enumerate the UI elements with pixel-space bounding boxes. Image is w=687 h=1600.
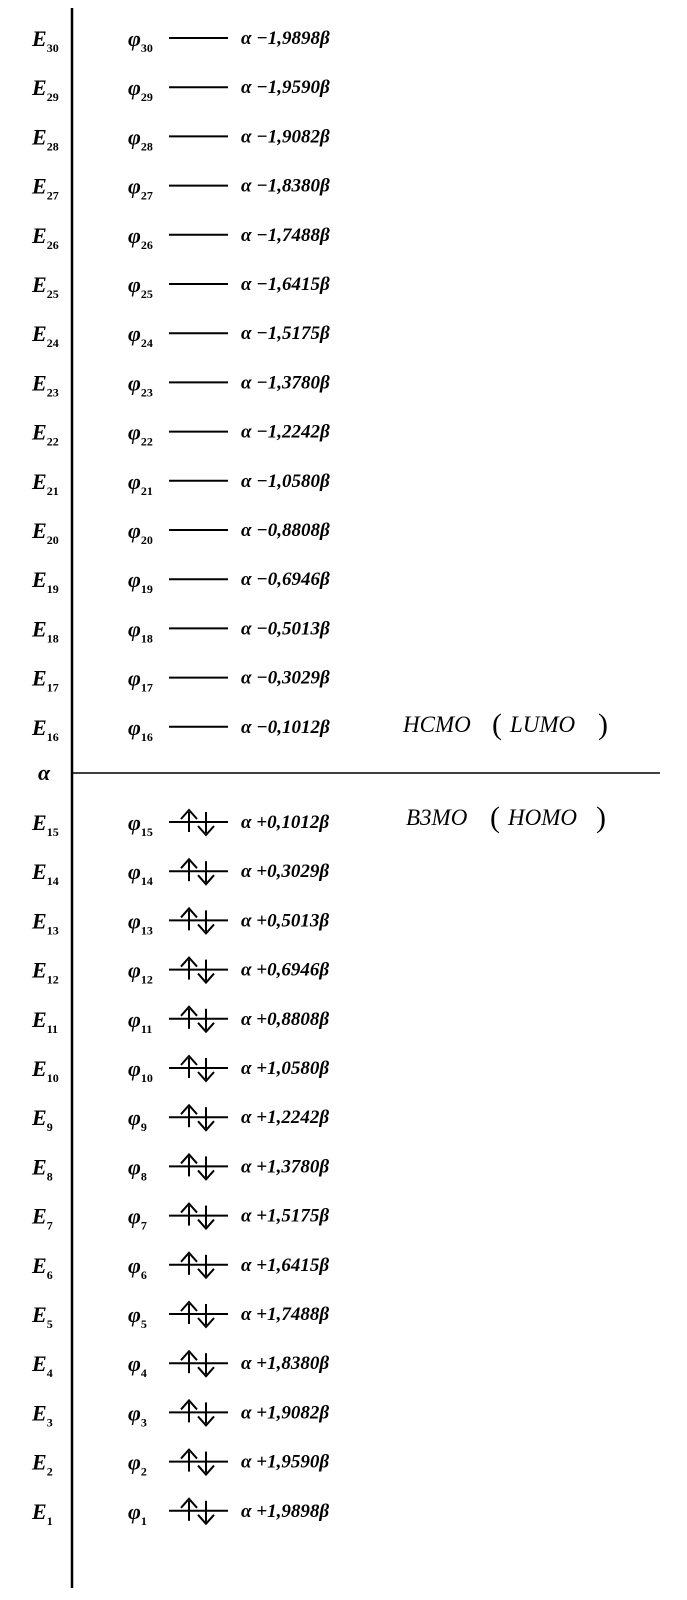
energy-label-symbol: E: [32, 1203, 47, 1229]
orbital-label: [128, 1056, 153, 1085]
orbital-energy: α +0,6946β: [241, 959, 330, 981]
energy-label-symbol: E: [32, 1498, 47, 1524]
orbital-label-symbol: φ: [128, 26, 141, 51]
energy-label-symbol: E: [32, 1105, 47, 1131]
orbital-energy: α −1,9082β: [241, 126, 330, 148]
orbital-label-subscript: 3: [140, 1415, 147, 1430]
orbital-label-subscript: 6: [140, 1267, 147, 1282]
energy-label-subscript: 25: [46, 287, 59, 301]
orbital-label: [128, 1400, 147, 1429]
orbital-energy: α −0,1012β: [241, 716, 330, 738]
orbital-label-subscript: 13: [140, 923, 153, 938]
energy-label-symbol: E: [32, 1400, 47, 1426]
energy-label: [31, 420, 59, 449]
spin-down-arrow-icon: [198, 960, 214, 983]
orbital-energy: α +1,8380β: [241, 1353, 330, 1375]
orbital-label: [128, 26, 153, 55]
energy-label-symbol: E: [32, 26, 47, 51]
energy-label: [31, 469, 59, 498]
alpha-label: α: [38, 760, 51, 785]
energy-label-symbol: E: [32, 714, 47, 740]
energy-label-subscript: 11: [46, 1021, 59, 1036]
energy-label-subscript: 17: [46, 680, 59, 695]
energy-label-subscript: 19: [46, 582, 59, 597]
orbital-label: [128, 810, 153, 839]
energy-label-subscript: 18: [46, 631, 59, 646]
orbital-label-symbol: φ: [128, 908, 141, 934]
energy-level-row: [31, 1351, 329, 1380]
energy-label: [31, 1499, 53, 1528]
orbital-label-subscript: 16: [140, 729, 153, 744]
energy-label-symbol: E: [32, 810, 47, 835]
energy-level-row: [31, 75, 330, 104]
orbital-label: [128, 1450, 147, 1479]
orbital-label-symbol: φ: [128, 1154, 141, 1180]
energy-label-subscript: 20: [46, 533, 59, 547]
energy-label-subscript: 24: [46, 336, 59, 351]
energy-label: [31, 1154, 53, 1183]
energy-label: [31, 1056, 59, 1085]
orbital-energy: α −1,7488β: [241, 224, 330, 246]
orbital-label-symbol: φ: [128, 1056, 141, 1081]
energy-label-subscript: 14: [46, 874, 59, 889]
energy-label-subscript: 27: [46, 188, 59, 203]
orbital-label-subscript: 25: [140, 287, 153, 301]
energy-label-symbol: E: [32, 1252, 47, 1278]
energy-label: [31, 1351, 53, 1380]
orbital-label-symbol: φ: [128, 222, 141, 248]
orbital-label-subscript: 28: [140, 139, 153, 154]
lumo-label-text: HCMO: [403, 712, 471, 737]
energy-level-row: [31, 26, 330, 55]
orbital-energy: α +1,3780β: [241, 1156, 330, 1178]
energy-label-subscript: 1: [46, 1513, 53, 1528]
orbital-energy: α +1,9898β: [241, 1500, 330, 1522]
homo-label-text: B3MO: [406, 805, 468, 830]
orbital-label-symbol: φ: [128, 1105, 141, 1131]
orbital-label: [128, 1351, 147, 1380]
orbital-label-symbol: φ: [128, 616, 141, 642]
energy-level-row: [31, 420, 330, 449]
energy-label-subscript: 29: [46, 90, 59, 105]
orbital-label-symbol: φ: [128, 1203, 141, 1229]
orbital-label: [128, 223, 153, 252]
energy-level-row: [31, 567, 330, 596]
orbital-label-symbol: φ: [128, 1006, 141, 1032]
energy-label: [31, 908, 59, 937]
energy-label: [31, 174, 59, 203]
orbital-label: [128, 518, 153, 547]
orbital-energy: α −1,6415β: [241, 274, 330, 295]
orbital-label-subscript: 1: [140, 1513, 147, 1528]
orbital-label: [128, 469, 153, 498]
energy-level-row: [31, 908, 329, 937]
energy-label: [31, 26, 59, 55]
orbital-label: [128, 1007, 152, 1036]
orbital-energy: α −1,9898β: [241, 28, 330, 49]
orbital-label: [128, 1499, 147, 1528]
homo-open-paren: (: [490, 801, 500, 834]
orbital-label: [128, 1253, 147, 1282]
energy-level-row: [31, 666, 330, 695]
lumo-open-paren: (: [492, 708, 502, 741]
energy-label-symbol: E: [32, 1056, 47, 1081]
energy-label-symbol: E: [32, 908, 47, 934]
energy-label-subscript: 28: [46, 139, 59, 154]
orbital-label-subscript: 4: [140, 1366, 147, 1381]
orbital-label: [128, 321, 153, 350]
orbital-label-subscript: 26: [140, 237, 153, 252]
energy-level-row: [31, 1450, 329, 1479]
orbital-label: [128, 174, 153, 203]
orbital-label: [128, 370, 153, 399]
orbital-label: [128, 272, 153, 301]
spin-down-arrow-icon: [198, 861, 214, 884]
orbital-label: [128, 616, 153, 645]
energy-label-subscript: 21: [46, 483, 59, 498]
orbital-label-symbol: φ: [128, 75, 141, 101]
energy-label-subscript: 6: [46, 1267, 53, 1282]
energy-level-row: [31, 1302, 329, 1331]
energy-label-subscript: 3: [46, 1415, 53, 1430]
energy-label: [31, 810, 59, 839]
orbital-label-symbol: φ: [128, 665, 141, 691]
energy-levels: [31, 26, 330, 1528]
orbital-label: [128, 1302, 147, 1331]
spin-down-arrow-icon: [198, 910, 214, 933]
energy-level-row: [31, 469, 330, 498]
energy-label-subscript: 10: [46, 1071, 59, 1085]
energy-label-symbol: E: [32, 1154, 47, 1180]
orbital-energy: α +0,3029β: [241, 861, 330, 883]
orbital-energy: α −1,0580β: [241, 470, 330, 492]
energy-label: [31, 1007, 58, 1036]
energy-level-row: [31, 223, 330, 252]
orbital-label-symbol: φ: [128, 1498, 141, 1524]
orbital-label-symbol: φ: [128, 518, 141, 543]
orbital-label-subscript: 8: [140, 1169, 147, 1184]
homo-close-paren: ): [596, 801, 606, 834]
orbital-label: [128, 124, 153, 153]
orbital-label-symbol: φ: [128, 468, 141, 494]
spin-down-arrow-icon: [198, 1009, 214, 1032]
orbital-energy: α +1,2242β: [241, 1107, 330, 1129]
spin-down-arrow-icon: [198, 1304, 214, 1327]
spin-down-arrow-icon: [198, 1353, 214, 1376]
orbital-label-symbol: φ: [128, 714, 141, 740]
orbital-label-subscript: 22: [140, 434, 153, 449]
energy-level-row: [31, 518, 330, 547]
energy-label-subscript: 23: [46, 385, 59, 400]
orbital-label-subscript: 20: [140, 533, 153, 547]
orbital-label: [128, 908, 153, 937]
energy-level-row: [31, 1154, 329, 1183]
energy-label-symbol: E: [32, 75, 47, 101]
energy-label: [31, 321, 59, 350]
energy-level-row: [31, 1400, 329, 1429]
energy-label-subscript: 4: [46, 1366, 53, 1381]
energy-label-symbol: E: [32, 124, 47, 150]
energy-level-row: [31, 1105, 329, 1134]
energy-level-row: [31, 616, 330, 645]
spin-down-arrow-icon: [198, 812, 214, 835]
orbital-energy: α +1,0580β: [241, 1058, 330, 1079]
energy-level-row: [31, 958, 329, 987]
energy-level-row: [31, 859, 329, 888]
orbital-energy: α +0,5013β: [241, 910, 330, 932]
energy-label-symbol: E: [32, 859, 47, 885]
energy-label: [31, 1253, 53, 1282]
spin-down-arrow-icon: [198, 1501, 214, 1524]
energy-label-symbol: E: [32, 518, 47, 543]
orbital-energy: α −0,3029β: [241, 667, 330, 689]
spin-down-arrow-icon: [198, 1452, 214, 1475]
energy-label: [31, 1400, 53, 1429]
orbital-label: [128, 958, 153, 987]
energy-label-symbol: E: [32, 222, 47, 248]
orbital-label: [128, 1204, 147, 1233]
energy-label-symbol: E: [32, 616, 47, 642]
energy-label: [31, 223, 59, 252]
orbital-energy: α −1,5175β: [241, 323, 330, 345]
orbital-label: [128, 859, 153, 888]
energy-label-symbol: E: [32, 1351, 47, 1377]
orbital-label: [128, 715, 153, 744]
spin-down-arrow-icon: [198, 1107, 214, 1130]
orbital-label-symbol: φ: [128, 272, 141, 297]
energy-level-row: [31, 124, 330, 153]
energy-label: [31, 715, 59, 744]
orbital-label-subscript: 2: [140, 1464, 147, 1479]
orbital-label-symbol: φ: [128, 810, 141, 835]
orbital-label: [128, 1154, 147, 1183]
energy-label-symbol: E: [32, 370, 47, 396]
energy-label: [31, 518, 59, 547]
orbital-label-symbol: φ: [128, 1351, 141, 1377]
orbital-label: [128, 420, 153, 449]
spin-down-arrow-icon: [198, 1206, 214, 1229]
energy-label-symbol: E: [32, 1302, 47, 1327]
spin-down-arrow-icon: [198, 1255, 214, 1278]
orbital-label-subscript: 21: [140, 483, 153, 498]
orbital-energy: α +1,7488β: [241, 1304, 330, 1325]
orbital-label-subscript: 30: [140, 41, 153, 55]
spin-down-arrow-icon: [198, 1058, 214, 1081]
energy-label-symbol: E: [32, 567, 47, 593]
energy-label-subscript: 26: [46, 237, 59, 252]
energy-label-symbol: E: [32, 1006, 47, 1032]
energy-label-subscript: 8: [46, 1169, 53, 1184]
orbital-label-subscript: 23: [140, 385, 153, 400]
energy-label-subscript: 5: [46, 1317, 53, 1331]
energy-label-subscript: 2: [46, 1464, 53, 1479]
orbital-energy: α +0,8808β: [241, 1008, 330, 1030]
energy-label: [31, 370, 59, 399]
orbital-energy: α −0,8808β: [241, 520, 330, 541]
orbital-label-symbol: φ: [128, 957, 141, 983]
lumo-close-paren: ): [598, 708, 608, 741]
energy-level-row: [31, 174, 330, 203]
orbital-label: [128, 1105, 147, 1134]
energy-label: [31, 1105, 53, 1134]
orbital-label: [128, 666, 153, 695]
energy-label: [31, 616, 59, 645]
orbital-energy: α −0,5013β: [241, 618, 330, 640]
energy-label: [31, 1450, 53, 1479]
orbital-energy: α +0,1012β: [241, 812, 330, 833]
orbital-label-symbol: φ: [128, 370, 141, 396]
energy-label-subscript: 15: [46, 825, 59, 839]
energy-level-row: [31, 1253, 329, 1282]
energy-label-symbol: E: [32, 173, 47, 199]
energy-label-subscript: 9: [46, 1120, 53, 1135]
energy-level-row: [31, 321, 330, 350]
energy-label-subscript: 12: [46, 972, 59, 987]
orbital-energy: α +1,5175β: [241, 1205, 330, 1227]
orbital-label-subscript: 15: [140, 825, 153, 839]
energy-label-symbol: E: [32, 321, 47, 347]
energy-level-row: [31, 715, 330, 744]
homo-label-paren-text: HOMO: [508, 805, 577, 830]
orbital-label-subscript: 24: [140, 336, 153, 351]
orbital-energy: α −1,9590β: [241, 77, 330, 99]
energy-label: [31, 859, 59, 888]
orbital-energy: α +1,9590β: [241, 1451, 330, 1473]
orbital-label-symbol: φ: [128, 859, 141, 885]
orbital-label-subscript: 9: [140, 1120, 147, 1135]
orbital-label-subscript: 12: [140, 972, 153, 987]
orbital-label-symbol: φ: [128, 419, 141, 445]
orbital-label-symbol: φ: [128, 124, 141, 150]
energy-label-subscript: 16: [46, 729, 59, 744]
orbital-label-symbol: φ: [128, 1400, 141, 1426]
orbital-label-subscript: 5: [140, 1317, 147, 1331]
orbital-label-symbol: φ: [128, 1252, 141, 1278]
orbital-energy: α +1,9082β: [241, 1402, 330, 1424]
orbital-energy: α −0,6946β: [241, 569, 330, 591]
orbital-label-subscript: 17: [140, 680, 153, 695]
energy-label: [31, 1204, 53, 1233]
energy-label: [31, 272, 59, 301]
energy-level-row: [31, 272, 330, 301]
energy-label-symbol: E: [32, 665, 47, 691]
lumo-annotation: [402, 708, 608, 741]
lumo-label-paren-text: LUMO: [510, 712, 576, 737]
orbital-label-symbol: φ: [128, 1449, 141, 1475]
orbital-label: [128, 75, 153, 104]
orbital-energy: α −1,8380β: [241, 175, 330, 197]
orbital-label-symbol: φ: [128, 321, 141, 347]
orbital-label-subscript: 11: [140, 1021, 153, 1036]
energy-level-row: [31, 1056, 329, 1085]
energy-label-symbol: E: [32, 419, 47, 445]
orbital-label-symbol: φ: [128, 173, 141, 199]
energy-label-symbol: E: [32, 1449, 47, 1475]
energy-level-row: [31, 1204, 329, 1233]
spin-down-arrow-icon: [198, 1402, 214, 1425]
orbital-label-subscript: 27: [140, 188, 153, 203]
orbital-label-subscript: 7: [140, 1218, 147, 1233]
energy-label: [31, 567, 59, 596]
energy-level-row: [31, 1499, 329, 1528]
orbital-label-subscript: 19: [140, 582, 153, 597]
energy-label: [31, 666, 59, 695]
spin-down-arrow-icon: [198, 1156, 214, 1179]
energy-label: [31, 958, 59, 987]
energy-level-row: [31, 1007, 329, 1036]
orbital-label-subscript: 10: [140, 1071, 153, 1085]
energy-label-symbol: E: [32, 468, 47, 494]
energy-label-symbol: E: [32, 957, 47, 983]
orbital-label-subscript: 14: [140, 874, 153, 889]
orbital-label-symbol: φ: [128, 567, 141, 593]
orbital-label-subscript: 29: [140, 90, 153, 105]
orbital-label-symbol: φ: [128, 1302, 141, 1327]
orbital-label: [128, 567, 153, 596]
energy-label-subscript: 7: [46, 1218, 53, 1233]
energy-label-symbol: E: [32, 272, 47, 297]
orbital-label-subscript: 18: [140, 631, 153, 646]
orbital-energy: α +1,6415β: [241, 1254, 330, 1276]
energy-label: [31, 1302, 53, 1331]
homo-annotation: [406, 801, 606, 834]
energy-level-row: [31, 810, 329, 839]
orbital-energy: α −1,2242β: [241, 421, 330, 443]
energy-label-subscript: 22: [46, 434, 59, 449]
energy-label: [31, 124, 59, 153]
energy-label-subscript: 13: [46, 923, 59, 938]
orbital-energy: α −1,3780β: [241, 372, 330, 394]
energy-level-row: [31, 370, 330, 399]
energy-label: [31, 75, 59, 104]
energy-label-subscript: 30: [46, 41, 59, 55]
